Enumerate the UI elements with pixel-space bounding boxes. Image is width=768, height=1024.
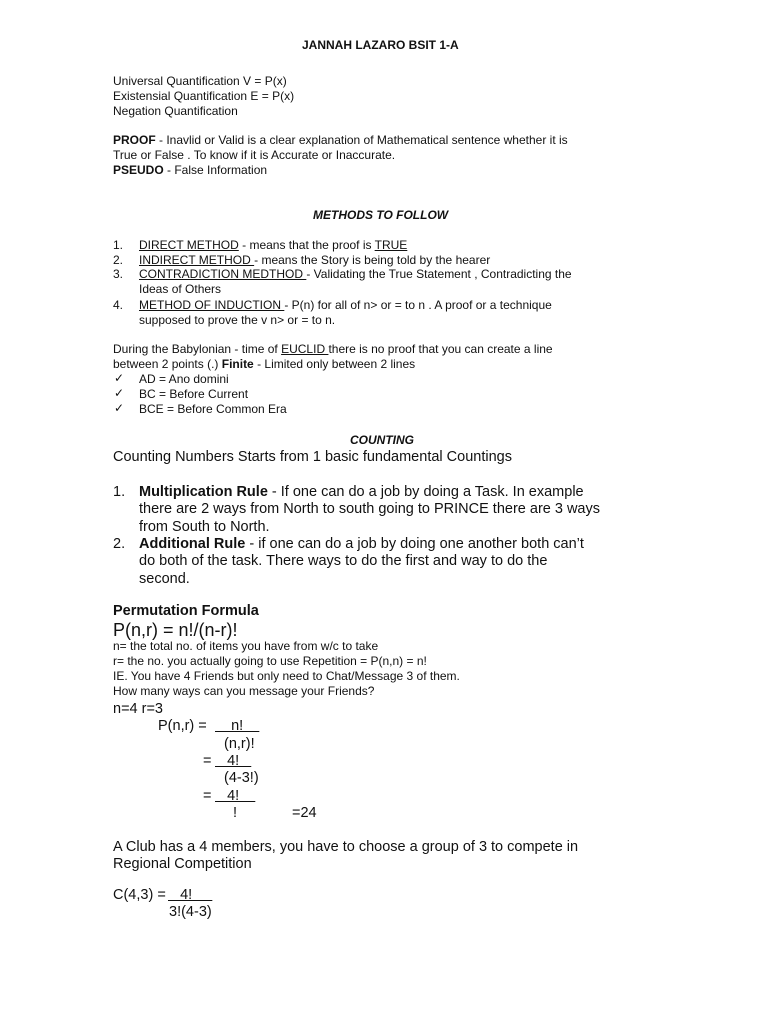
pseudo-label: PSEUDO [113, 163, 164, 177]
rule-number: 1. [113, 484, 126, 500]
euclid-term: EUCLID [281, 342, 329, 356]
method-number: 2. [113, 253, 124, 267]
fraction-numerator: n! [215, 718, 260, 734]
babylonian-line-2 [113, 357, 415, 372]
method-continuation: supposed to prove the v n> or = to n. [139, 313, 336, 327]
babylonian-line-1 [113, 342, 553, 357]
methods-heading: METHODS TO FOLLOW [313, 208, 449, 222]
checkmark-icon: ✓ [114, 401, 125, 415]
check-item: BC = Before Current [139, 387, 249, 401]
club-line-1: A Club has a 4 members, you have to choose a group of 3 to compete in [113, 839, 579, 855]
permutation-line: r= the no. you actually going to use Repetition = P(n,n) = n! [113, 654, 427, 668]
equals-sign: = [203, 788, 212, 804]
permutation-heading: Permutation Formula [113, 603, 259, 619]
fraction-numerator: 4! [215, 788, 256, 804]
rule-number: 2. [113, 536, 126, 552]
rule-text: - if one can do a job by doing one another both can’t [245, 536, 584, 552]
fraction-numerator: 4! [168, 887, 213, 903]
rule-line-3: from South to North. [139, 519, 270, 535]
fraction-numerator: 4! [215, 753, 252, 769]
proof-line-2: True or False . To know if it is Accurate or Inaccurate. [113, 148, 396, 162]
pseudo-line [113, 163, 267, 178]
method-text: - Validating the True Statement , Contradicting the [306, 267, 572, 281]
checkmark-icon: ✓ [114, 386, 125, 400]
counting-heading: COUNTING [350, 433, 414, 447]
proof-line-1 [113, 133, 568, 148]
method-number: 3. [113, 267, 124, 281]
permutation-line: n= the total no. of items you have from w/c to take [113, 639, 379, 653]
method-item [139, 253, 490, 268]
negation-quantification: Negation Quantification [113, 104, 238, 118]
proof-label: PROOF [113, 133, 156, 147]
permutation-lhs: P(n,r) = [158, 718, 207, 734]
rule-line-1 [139, 535, 584, 553]
fraction-denominator: ! [233, 805, 238, 821]
method-item [139, 298, 552, 313]
method-extra: TRUE [374, 238, 408, 252]
rule-label: Additional Rule [139, 536, 246, 552]
given-values: n=4 r=3 [113, 701, 163, 717]
rule-line-2: there are 2 ways from North to south going to PRINCE there are 3 ways [139, 501, 600, 517]
check-item: BCE = Before Common Era [139, 402, 287, 416]
babylonian-line-2a: between 2 points (.) [113, 357, 222, 371]
method-text: - means the Story is being told by the hearer [254, 253, 491, 267]
counting-intro: Counting Numbers Starts from 1 basic fundamental Countings [113, 449, 512, 465]
method-number: 4. [113, 298, 124, 312]
method-term: DIRECT METHOD [139, 238, 239, 252]
method-number: 1. [113, 238, 124, 252]
fraction-denominator: (n,r)! [224, 736, 255, 752]
pseudo-text: - False Information [163, 163, 268, 177]
combination-lhs: C(4,3) = [113, 887, 166, 903]
proof-text: - Inavlid or Valid is a clear explanation of Mathematical sentence whether it is [155, 133, 568, 147]
rule-text: - If one can do a job by doing a Task. In example [267, 484, 584, 500]
club-line-2: Regional Competition [113, 856, 252, 872]
rule-line-1 [139, 483, 584, 501]
method-term: CONTRADICTION MEDTHOD [139, 267, 307, 281]
rule-label: Multiplication Rule [139, 484, 268, 500]
babylonian-post: there is no proof that you can create a line [328, 342, 553, 356]
permutation-formula: P(n,r) = n!/(n-r)! [113, 620, 238, 640]
babylonian-line-2b: - Limited only between 2 lines [253, 357, 416, 371]
equals-sign: = [203, 753, 212, 769]
fraction-denominator: (4-3!) [224, 770, 259, 786]
method-text: - means that the proof is [238, 238, 375, 252]
babylonian-pre: During the Babylonian - time of [113, 342, 282, 356]
permutation-line: How many ways can you message your Friends? [113, 684, 375, 698]
permutation-line: IE. You have 4 Friends but only need to Chat/Message 3 of them. [113, 669, 460, 683]
page-title: JANNAH LAZARO BSIT 1-A [302, 38, 459, 52]
method-item [139, 238, 407, 253]
checkmark-icon: ✓ [114, 371, 125, 385]
method-term: METHOD OF INDUCTION [139, 298, 285, 312]
existensial-quantification: Existensial Quantification E = P(x) [113, 89, 295, 103]
finite-label: Finite [221, 357, 254, 371]
method-item [139, 267, 572, 282]
rule-line-2: do both of the task. There ways to do the first and way to do the [139, 553, 548, 569]
fraction-denominator: 3!(4-3) [169, 904, 212, 920]
method-text: - P(n) for all of n> or = to n . A proof or a technique [284, 298, 552, 312]
method-continuation: Ideas of Others [139, 282, 222, 296]
check-item: AD = Ano domini [139, 372, 229, 386]
method-term: INDIRECT METHOD [139, 253, 255, 267]
universal-quantification: Universal Quantification V = P(x) [113, 74, 287, 88]
rule-line-3: second. [139, 571, 190, 587]
permutation-result: =24 [292, 805, 317, 821]
